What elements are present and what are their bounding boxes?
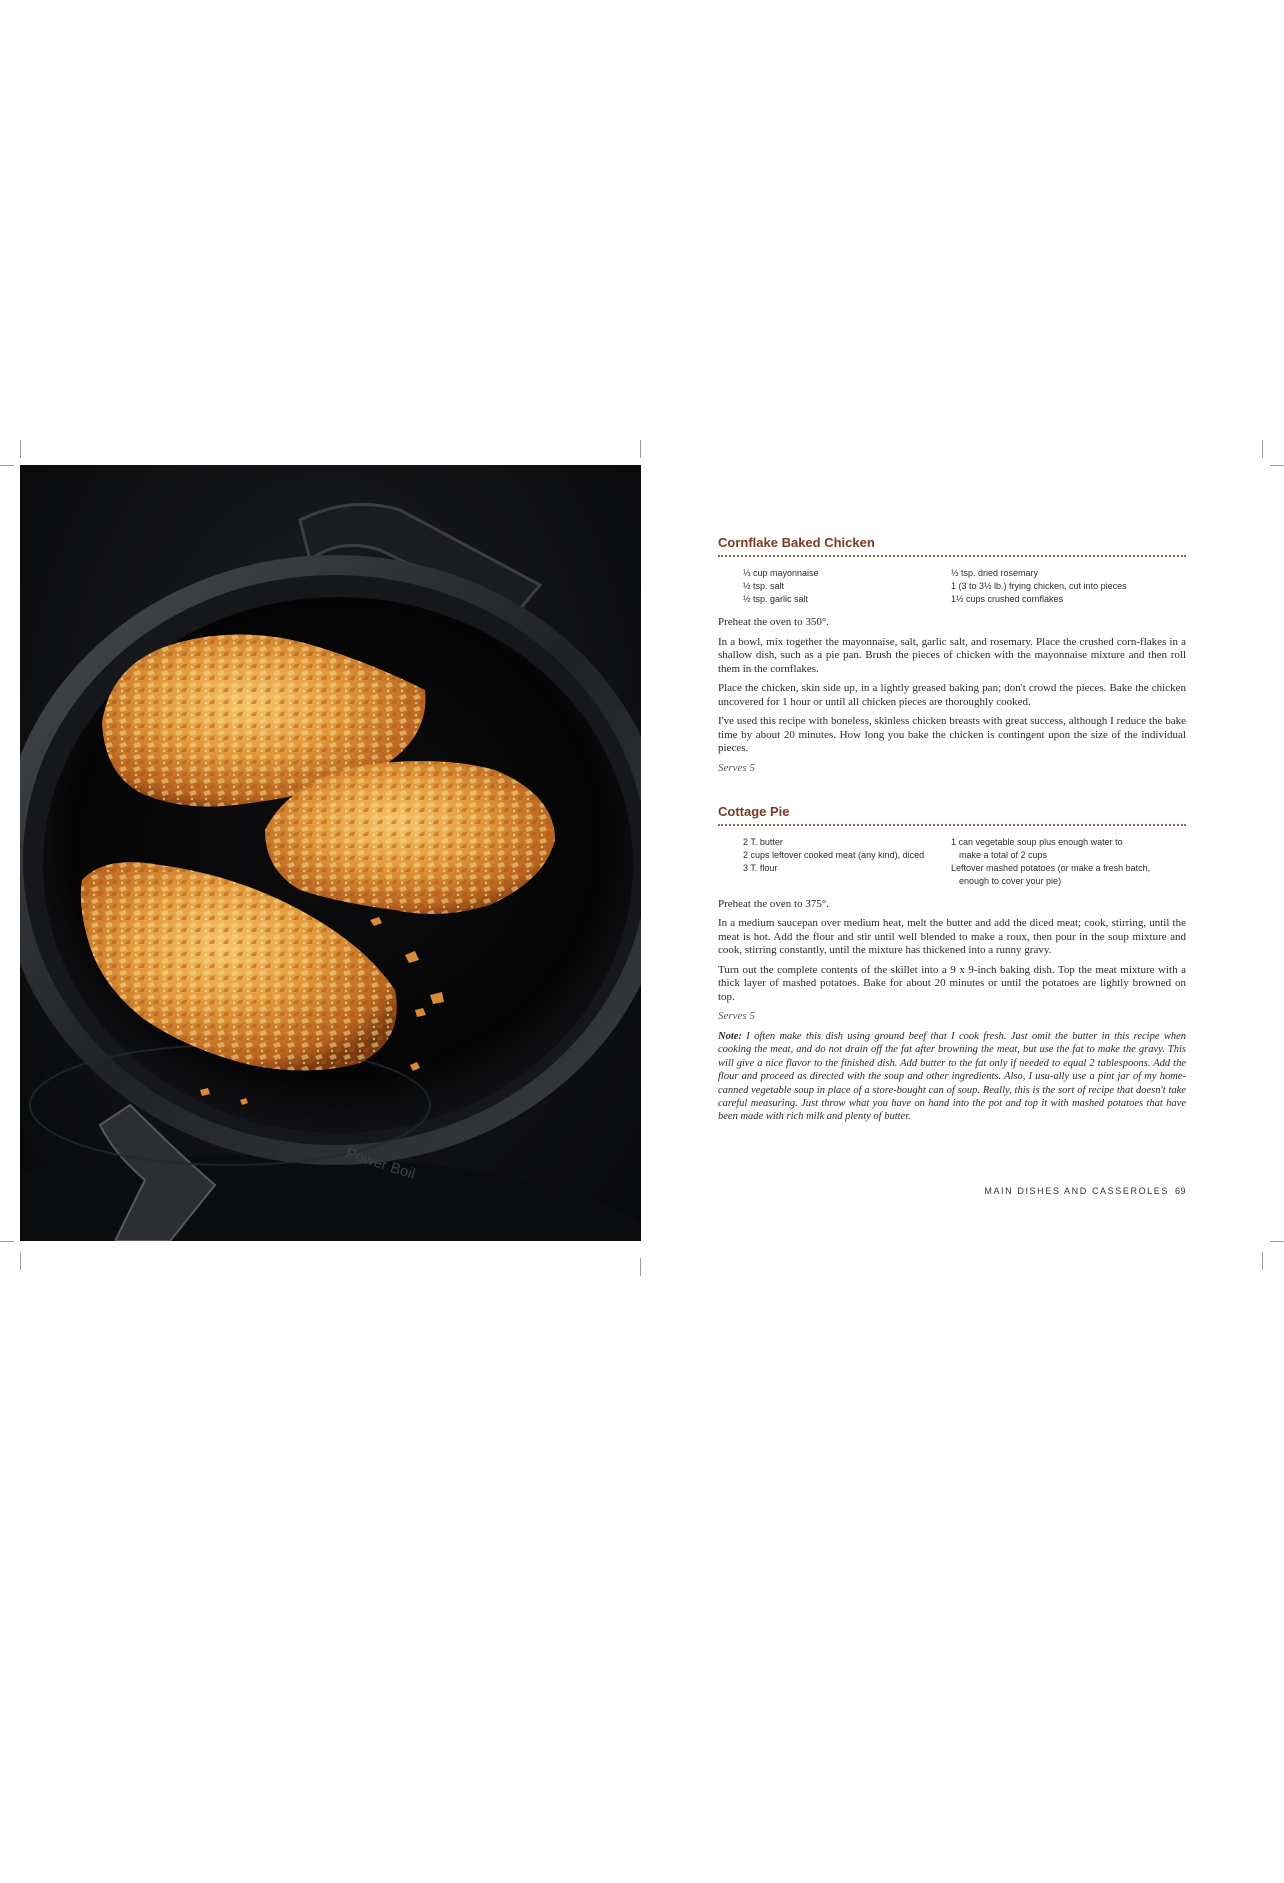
ingredient: ½ tsp. salt — [743, 581, 785, 591]
crop-mark — [1270, 465, 1284, 466]
instruction-paragraph: In a bowl, mix together the mayonnaise, salt, garlic salt, and rosemary. Place the crushed corn-flakes in a shallow dish, such as a pie pan. Brush the pieces of chicken with the mayonnaise mixture and then roll them in the cornflakes. — [718, 635, 1186, 675]
recipe-cottage-pie — [718, 804, 1186, 1124]
food-photo — [20, 465, 641, 1241]
crop-mark — [640, 1258, 641, 1276]
ingredient-list — [718, 836, 1186, 888]
ingredient: make a total of 2 cups — [959, 849, 1048, 860]
instruction-paragraph: Preheat the oven to 375°. — [718, 897, 830, 910]
ingredient: 1 can vegetable soup plus enough water to — [951, 836, 1123, 847]
recipe-page — [718, 535, 1186, 1124]
serves-count: Serves 5 — [718, 761, 755, 774]
page-footer — [718, 1186, 1186, 1196]
note-text: I often make this dish using ground beef that I cook fresh. Just omit the butter in this recipe when cooking the meat, and do not drain off the fat after browning the meat, but use the fat to make the gravy. This will give a nice flavor to the finished dish. Add butter to the fat only if needed to equal 2 tablespoons. Add the flour and proceed as directed with the soup and other ingredients. Also, I usu-ally use a pint jar of my home-canned vegetable soup in place of a store-bought can of soup. Really, this is the sort of recipe that doesn't take careful measuring. Just throw what you have on hand into the pot and top it with mashed potatoes that have been made with rich milk and plenty of butter. — [718, 1031, 1186, 1123]
ingredient-column-left — [743, 567, 951, 606]
crop-mark — [20, 440, 21, 458]
ingredient: ⅓ cup mayonnaise — [743, 568, 819, 578]
ingredient: enough to cover your pie) — [959, 875, 1062, 886]
instruction-paragraph: Turn out the complete contents of the skillet into a 9 x 9-inch baking dish. Top the meat mixture with a thick layer of mashed potatoes. Bake for about 20 minutes or until the potatoes are lightly browned on top. — [718, 963, 1186, 1003]
instruction-paragraph: Preheat the oven to 350°. — [718, 616, 830, 628]
section-name: MAIN DISHES AND CASSEROLES — [984, 1186, 1169, 1196]
ingredient-column-left — [743, 836, 951, 888]
crop-mark — [0, 1241, 14, 1242]
ingredient-list — [718, 567, 1186, 606]
ingredient: 2 T. butter — [743, 836, 783, 847]
ingredient: Leftover mashed potatoes (or make a fresh batch, — [951, 862, 1151, 873]
stove-label: Power Boil — [343, 1144, 418, 1183]
crop-mark — [640, 440, 641, 458]
ingredient: 2 cups leftover cooked meat (any kind), diced — [743, 849, 925, 860]
ingredient: 3 T. flour — [743, 862, 778, 873]
recipe-title: Cottage Pie — [718, 804, 1186, 826]
recipe-note — [718, 1030, 1186, 1124]
note-label: Note: — [718, 1031, 742, 1042]
crop-mark — [1262, 440, 1263, 458]
instruction-paragraph: I've used this recipe with boneless, skinless chicken breasts with great success, although I reduce the bake time by about 20 minutes. How long you bake the chicken is contingent upon the size of the individual pieces. — [718, 715, 1186, 754]
instruction-paragraph: In a medium saucepan over medium heat, melt the butter and add the diced meat; cook, stirring, until the meat is hot. Add the flour and stir until well blended to make a roux, then pour in the soup mixture and cook, stirring constantly, until the mixture has thickened into a runny gravy. — [718, 917, 1186, 956]
serves-count: Serves 5 — [718, 1010, 755, 1022]
crop-mark — [20, 1252, 21, 1270]
instruction-paragraph: Place the chicken, skin side up, in a lightly greased baking pan; don't crowd the pieces. Bake the chicken uncovered for 1 hour or until all chicken pieces are thoroughly cooked. — [718, 682, 1186, 708]
crop-mark — [1270, 1241, 1284, 1242]
ingredient-column-right — [951, 836, 1186, 888]
ingredient: 1 (3 to 3½ lb.) frying chicken, cut into pieces — [951, 581, 1127, 591]
crop-mark — [1262, 1252, 1263, 1270]
recipe-title: Cornflake Baked Chicken — [718, 535, 1186, 557]
ingredient-column-right — [951, 567, 1186, 606]
page-number: 69 — [1174, 1186, 1186, 1196]
ingredient: ½ tsp. garlic salt — [743, 594, 809, 604]
ingredient: 1½ cups crushed cornflakes — [951, 594, 1064, 604]
crop-mark — [0, 465, 14, 466]
recipe-cornflake-chicken — [718, 535, 1186, 774]
ingredient: ½ tsp. dried rosemary — [951, 568, 1039, 578]
